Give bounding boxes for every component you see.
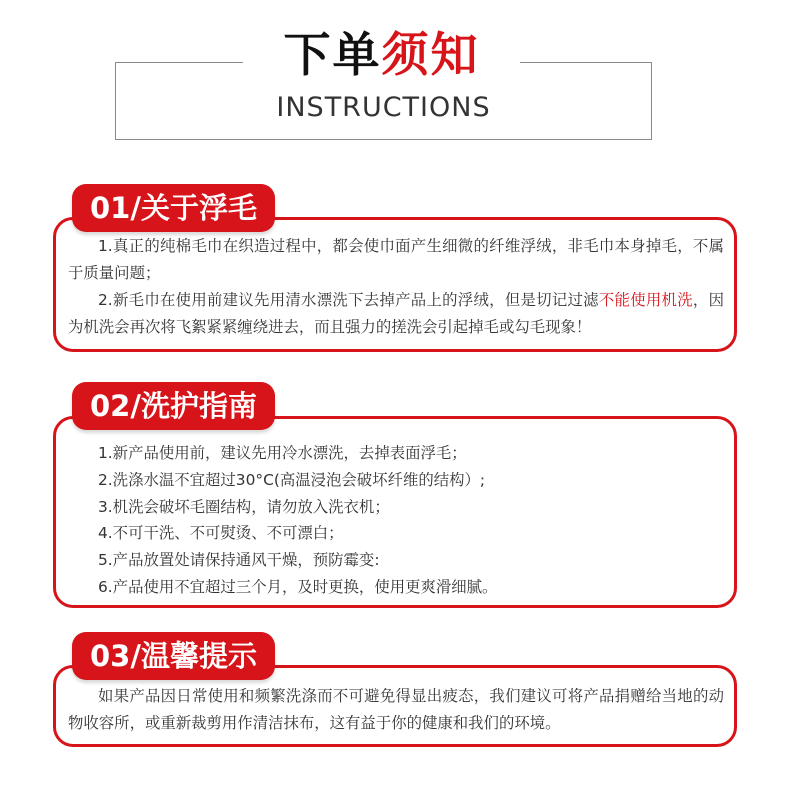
section-warm-tips-text <box>68 683 724 737</box>
page-title <box>243 26 520 86</box>
warning-highlight: 不能使用机洗 <box>598 291 693 309</box>
list-item: 4.不可干洗、不可熨烫、不可漂白； <box>98 524 344 543</box>
care-guide-list <box>98 440 718 601</box>
section-label-warm-tips: 03/温馨提示 <box>72 632 275 680</box>
paragraph-text: ，因为机洗会再次将飞絮紧紧缠绕进去，而且强力的搓洗会引起掉毛或勾毛现象！ <box>68 291 724 336</box>
page-title-black: 下单 <box>283 28 382 83</box>
list-item: 3.机洗会破坏毛圈结构，请勿放入洗衣机； <box>98 497 390 516</box>
paragraph-text: 2.新毛巾在使用前建议先用清水漂洗下去掉产品上的浮绒，但是切记过滤 <box>98 291 599 309</box>
paragraph: 如果产品因日常使用和频繁洗涤而不可避免得显出疲态，我们建议可将产品捐赠给当地的动物收容所，或重新裁剪用作清洁抹布，这有益于你的健康和我们的环境。 <box>68 687 724 732</box>
section-label-care-guide: 02/洗护指南 <box>72 382 275 430</box>
list-item: 5.产品放置处请保持通风干燥，预防霉变: <box>98 551 380 570</box>
paragraph <box>68 287 724 341</box>
list-item: 6.产品使用不宜超过三个月，及时更换，使用更爽滑细腻。 <box>98 577 498 596</box>
paragraph: 1.真正的纯棉毛巾在织造过程中，都会使巾面产生细微的纤维浮绒，非毛巾本身掉毛，不属于质量问题； <box>68 237 724 282</box>
section-label-floating-lint: 01/关于浮毛 <box>72 184 275 232</box>
list-item: 1.新产品使用前，建议先用冷水漂洗，去掉表面浮毛； <box>98 444 467 462</box>
page-title-red: 须知 <box>381 28 480 83</box>
title-frame-top-left <box>115 62 243 63</box>
page-subtitle: INSTRUCTIONS <box>276 92 491 123</box>
title-frame-top-right <box>520 62 652 63</box>
section-floating-lint-text <box>68 233 724 341</box>
list-item: 2.洗涤水温不宜超过30°C(高温浸泡会破坏纤维的结构）; <box>98 470 486 489</box>
